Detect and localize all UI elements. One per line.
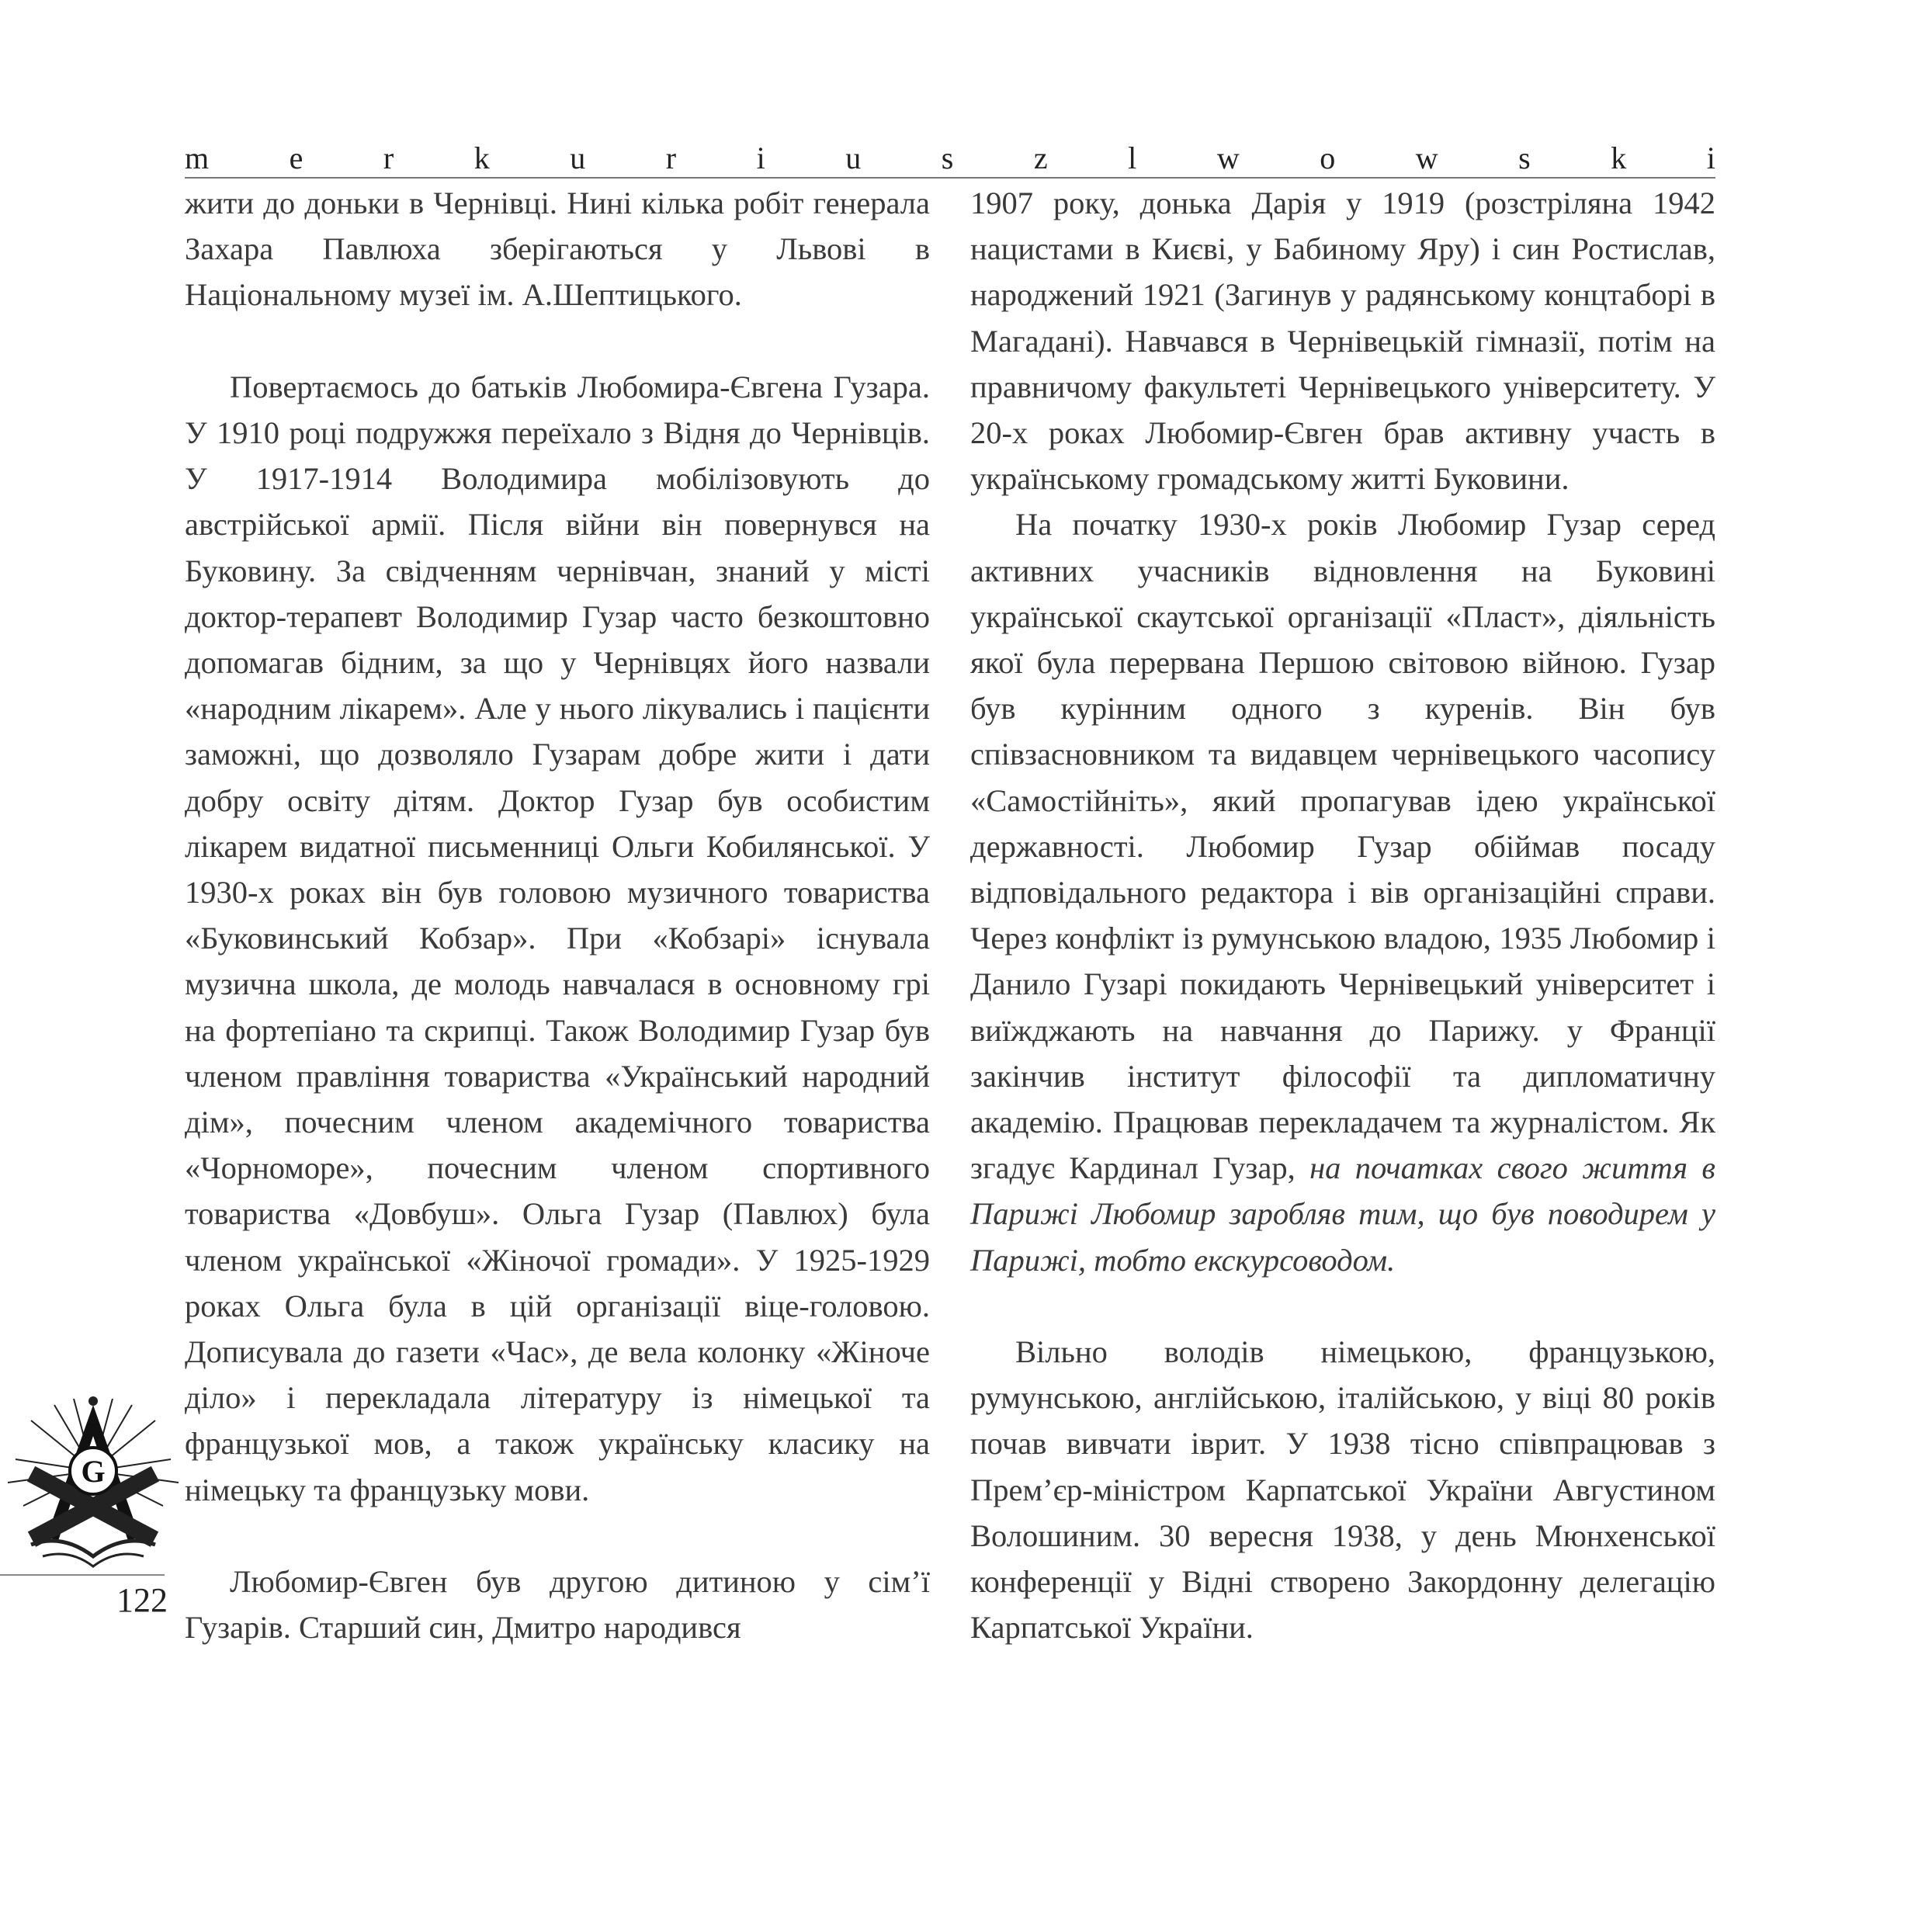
left-column — [185, 180, 930, 1650]
left-paragraph-3: Любомир-Євген був другою дитиною у сім’ї Гузарів. Старший син, Дмитро народився — [185, 1564, 930, 1646]
running-head-letter: w — [1415, 140, 1438, 175]
running-head-letter: m — [185, 140, 210, 175]
running-head-letter: i — [756, 140, 765, 175]
page-number-rule — [0, 1574, 165, 1576]
running-head-letter: i — [1706, 140, 1715, 175]
right-paragraph-2-quote: на початках свого життя в Парижі Любомир заробляв тим, що був поводирем у Парижі, тобто екскурсоводом. — [970, 1150, 1716, 1278]
right-column — [970, 180, 1715, 1650]
running-head-letter: r — [383, 140, 394, 175]
page-number: 122 — [116, 1581, 168, 1619]
running-head-letter: w — [1216, 140, 1240, 175]
running-head-letter: e — [289, 140, 304, 175]
running-head-letter: u — [570, 140, 586, 175]
running-head-letter: k — [1611, 140, 1627, 175]
running-head-letter: r — [665, 140, 677, 175]
running-head-letter: s — [941, 140, 954, 175]
emblem-letter: G — [81, 1454, 106, 1489]
right-paragraph-1: 1907 року, донька Дарія у 1919 (розстріляна 1942 нацистами в Києві, у Бабиному Яру) і син Ростислав, народжений 1921 (Загинув у радянському концтаборі в Магадані). Навчався в Чернівецькій гімназії, потім на правничому факультеті Чернівецького університету. У 20-х роках Любомир-Євген брав активну участь в українському громадському житті Буковини. — [970, 186, 1715, 497]
left-paragraph-2: Повертаємось до батьків Любомира-Євгена Гузара. У 1910 році подружжя переїхало з Відня до Чернівців. У 1917-1914 Володимира мобілізовують до австрійської армії. Після війни він повернувся на Буковину. За свідченням чернівчан, знаний у місті доктор-терапевт Володимир Гузар часто безкоштовно допомагав бідним, за що у Чернівцях його назвали «народним лікарем». Але у нього лікувались і пацієнти заможні, що дозволяло Гузарам добре жити і дати добру освіту дітям. Доктор Гузар був особистим лікарем видатної письменниці Ольги Кобилянської. У 1930-х роках він був головою музичного товариства «Буковинський Кобзар». При «Кобзарі» існувала музична школа, де молодь навчалася в основному грі на фортепіано та скрипці. Також Володимир Гузар був членом правління товариства «Український народний дім», почесним членом академічного товариства «Чорноморе», почесним членом спортивного товариства «Довбуш». Ольга Гузар (Павлюх) була членом української «Жіночої громади». У 1925-1929 роках Ольга була в цій організації віце-головою. Дописувала до газети «Час», де вела колонку «Жіноче діло» і перекладала літературу із німецької та французької мов, а також українську класику на німецьку та французьку мови. — [185, 369, 930, 1507]
running-head — [185, 130, 1715, 179]
right-paragraph-3: Вільно володів німецькою, французькою, румунською, англійською, італійською, у віці 80 років почав вивчати іврит. У 1938 тісно співпрацював з Прем’єр-міністром Карпатської України Августином Волошиним. 30 вересня 1938, у день Мюнхенської конференції у Відні створено Закордонну делегацію Карпатської України. — [970, 1334, 1715, 1646]
running-head-letter: k — [473, 140, 490, 175]
running-head-letter: z — [1033, 140, 1048, 175]
masonic-square-compass-g-icon — [0, 1389, 186, 1576]
running-head-letter: u — [845, 140, 862, 175]
running-head-letter: l — [1128, 140, 1137, 175]
left-paragraph-1: жити до доньки в Чернівці. Нині кілька робіт генерала Захара Павлюха зберігаються у Львові в Національному музеї ім. А.Шептицького. — [185, 186, 930, 313]
right-paragraph-2 — [970, 501, 1715, 1282]
running-head-letter: s — [1518, 140, 1531, 175]
right-paragraph-2-text: На початку 1930-х років Любомир Гузар серед активних учасників відновлення на Буковині української скаутської організації «Пласт», діяльність якої була перервана Першою світовою війною. Гузар був курінним одного з куренів. Він був співзасновником та видавцем чернівецького часопису «Самостійніть», який пропагував ідею української державності. Любомир Гузар обіймав посаду відповідального редактора і вів організаційні справи. Через конфлікт із румунською владою, 1935 Любомир і Данило Гузарі покидають Чернівецький університет і виїжджають на навчання до Парижу. у Франції закінчив інститут філософії та дипломатичну академію. Працював перекладачем та журналістом. Як згадує Кардинал Гузар, — [970, 507, 1715, 1186]
running-head-letter: o — [1320, 140, 1336, 175]
